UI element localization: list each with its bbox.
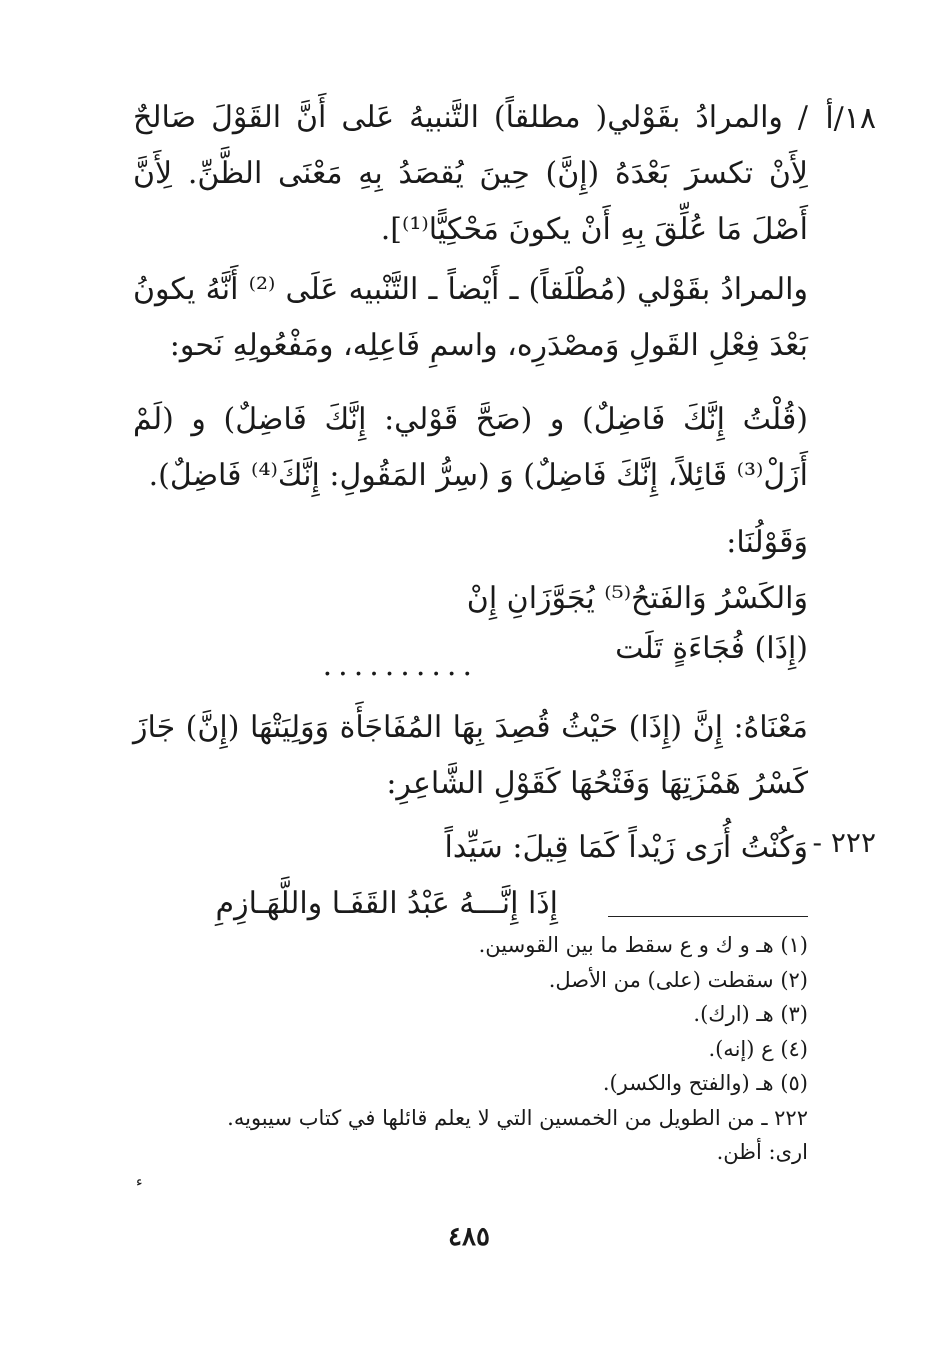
paragraph-1: / والمرادُ بقَوْلي( مطلقاً) التَّنبيهُ عَلى أَنَّ القَوْلَ صَالحٌ لِأَنْ تكسرَ بَعْدَهُ (إِنَّ) حِينَ يُقصَدُ بِهِ مَعْنَى الظَّنِّ. لِأَنَّ أَصْلَ مَا عُلِّقَ بِهِ أَنْ يكونَ مَحْكِيًّا⁽¹⁾]. xyxy=(133,100,808,247)
footnote-1: (١) هـ و ك و ع سقط ما بين القوسين. xyxy=(478,933,808,957)
ellipsis-dots: .......... xyxy=(322,648,478,683)
footnote-5: (٥) هـ (والفتح والكسر). xyxy=(602,1071,808,1095)
footnote-4: (٤) ع (إنه). xyxy=(708,1036,808,1061)
page-number: ٤٨٥ xyxy=(448,1222,490,1252)
footnote-2: (٢) سقطت (على) من الأصل. xyxy=(548,967,808,992)
verse-hemistich-2: (إِذَا) فُجَاءَةٍ تَلَت xyxy=(615,631,808,666)
poem-line-1: وَكُنْتُ أُرَى زَيْداً كَمَا قِيلَ: سَيِّداً xyxy=(444,830,808,865)
footnote-gloss: ارى: أظن. xyxy=(716,1140,808,1164)
verse-number: ٢٢٢ - xyxy=(812,826,876,859)
footnote-separator xyxy=(608,916,808,917)
paragraph-4: وَقَوْلُنَا: xyxy=(726,525,808,560)
paragraph-3: (قُلْتُ إِنَّكَ فَاضِلٌ) و (صَحَّ قَوْلي: إِنَّكَ فَاضِلٌ) و (لَمْ أَزَلْ⁽³⁾ قَائِلاً، إِنَّكَ فَاضِلٌ) وَ (سِرُّ المَقُولِ: إِنَّكَ⁽⁴⁾ فَاضِلٌ). xyxy=(133,402,808,493)
paragraph-2: والمرادُ بقَوْلي (مُطْلَقاً) ـ أَيْضاً ـ التَّنْبيه عَلَى ⁽²⁾ أَنَّهُ يكونُ بَعْدَ فِعْلِ القَولِ وَمصْدَرِه، واسمِ فَاعِلِه، ومَفْعُولِهِ نَحو: xyxy=(133,272,808,363)
paragraph-5: مَعْنَاهُ: إِنَّ (إِذَا) حَيْثُ قُصِدَ بِهَا المُفَاجَأَة وَوَلِيَتْهَا (إِنَّ) جَازَ كَسْرُ هَمْزَتِهَا وَفَتْحُهَا كَقَوْلِ الشَّاعِرِ: xyxy=(133,710,808,801)
manuscript-folio-note: ١٨/أ xyxy=(825,101,876,136)
scan-speck: ء xyxy=(136,1174,143,1190)
footnote-verse-222: ٢٢٢ ـ من الطويل من الخمسين التي لا يعلم قائلها في كتاب سيبويه. xyxy=(227,1105,808,1130)
poem-line-2: إِذَا إِنَّـــهُ عَبْدُ القَفَـا واللَّهَـازِمِ xyxy=(215,886,558,921)
footnote-3: (٣) هـ (ارك). xyxy=(693,1002,808,1026)
footnotes xyxy=(118,928,808,1170)
verse-hemistich-1: وَالكَسْرُ وَالفَتحُ⁽⁵⁾ يُجَوَّزَانِ إِنْ xyxy=(466,581,808,616)
